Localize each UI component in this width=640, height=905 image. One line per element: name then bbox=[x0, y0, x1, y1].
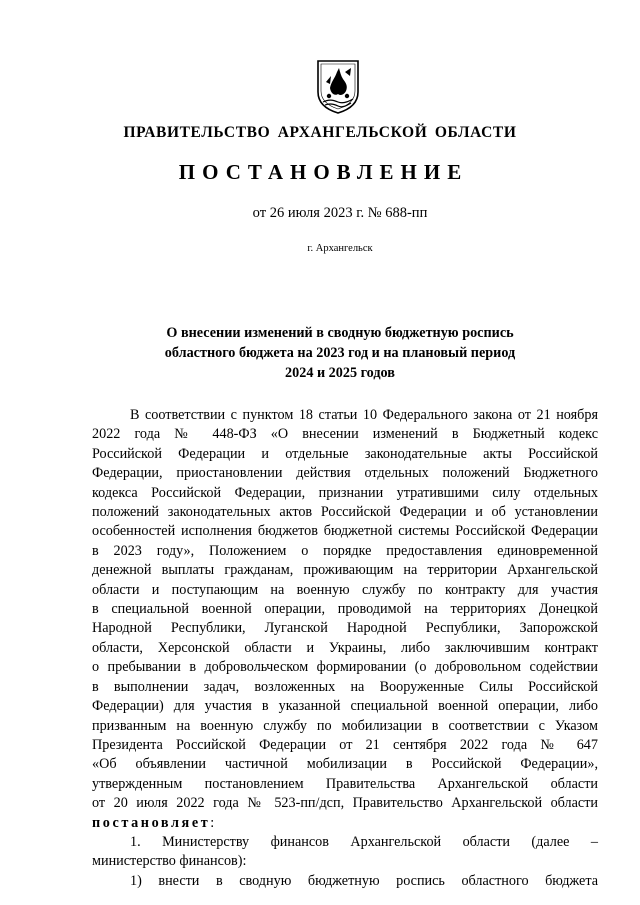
subject-line: О внесении изменений в сводную бюджетную роспись bbox=[166, 325, 514, 341]
body-line: Федерации) для участия в указанной специальной военной операции, либо bbox=[92, 698, 598, 715]
body-line: области, Херсонской области и Украины, либо заключившим контракт bbox=[92, 639, 598, 656]
body-line: положений законодательных актов Российской Федерации и об установлении bbox=[92, 504, 598, 521]
body-line: денежной выплаты гражданам, проживающим на территории Архангельской bbox=[92, 562, 598, 579]
document-subject bbox=[120, 323, 560, 383]
document-city: г. Архангельск bbox=[307, 243, 373, 254]
body-line: в выполнении задач, возложенных на Вооруженные Силы Российской bbox=[92, 678, 598, 695]
decree-word: постановляет bbox=[92, 814, 211, 831]
item-1-line: министерство финансов): bbox=[92, 853, 247, 870]
body-line: области и поступающим на военную службу по контракту для участия bbox=[92, 581, 598, 598]
body-line: особенностей исполнения бюджетов бюджетной системы Российской Федерации bbox=[92, 523, 598, 540]
body-line: 2022 года № 448-ФЗ «О внесении изменений в Бюджетный кодекс bbox=[92, 426, 598, 443]
body-line: Народной Республики, Луганской Народной Республики, Запорожской bbox=[92, 620, 598, 637]
document-date-number: от 26 июля 2023 г. № 688-пп bbox=[252, 205, 428, 221]
subject-line: областного бюджета на 2023 год и на плановый период bbox=[164, 345, 516, 361]
body-line: кодекса Российской Федерации, признании утратившими силу отдельных bbox=[92, 484, 598, 501]
coat-of-arms-icon bbox=[315, 58, 361, 114]
decree-line bbox=[92, 814, 598, 833]
body-line: о пребывании в добровольческом формировании (о добровольном содействии bbox=[92, 659, 598, 676]
document-body bbox=[92, 406, 598, 891]
body-line: в 2023 году», Положением о порядке предоставления единовременной bbox=[92, 542, 598, 559]
body-line: в специальной военной операции, проводимой на территориях Донецкой bbox=[92, 601, 598, 618]
subject-line: 2024 и 2025 годов bbox=[285, 365, 395, 381]
body-line: Президента Российской Федерации от 21 сентября 2022 года № 647 bbox=[92, 736, 598, 753]
government-title: ПРАВИТЕЛЬСТВО АРХАНГЕЛЬСКОЙ ОБЛАСТИ bbox=[123, 124, 517, 141]
body-line: призванным на военную службу по мобилизации в соответствии с Указом bbox=[92, 717, 598, 734]
item-1-line: 1. Министерству финансов Архангельской области (далее – bbox=[130, 833, 598, 850]
body-line: утвержденным постановлением Правительства Архангельской области bbox=[92, 775, 598, 792]
body-line: Федерации, приостановлении действия отдельных положений Бюджетного bbox=[92, 465, 598, 482]
document-type-heading: ПОСТАНОВЛЕНИЕ bbox=[178, 160, 469, 184]
body-line: от 20 июля 2022 года № 523-пп/дсп, Правительство Архангельской области bbox=[92, 795, 598, 812]
body-line: В соответствии с пунктом 18 статьи 10 Федерального закона от 21 ноября bbox=[130, 407, 598, 423]
item-1-1-line: 1) внести в сводную бюджетную роспись областного бюджета bbox=[130, 872, 598, 889]
body-line: Российской Федерации и отдельные законодательные акты Российской bbox=[92, 445, 598, 462]
decree-colon: : bbox=[210, 814, 215, 831]
body-line: «Об объявлении частичной мобилизации в Российской Федерации», bbox=[92, 756, 598, 773]
